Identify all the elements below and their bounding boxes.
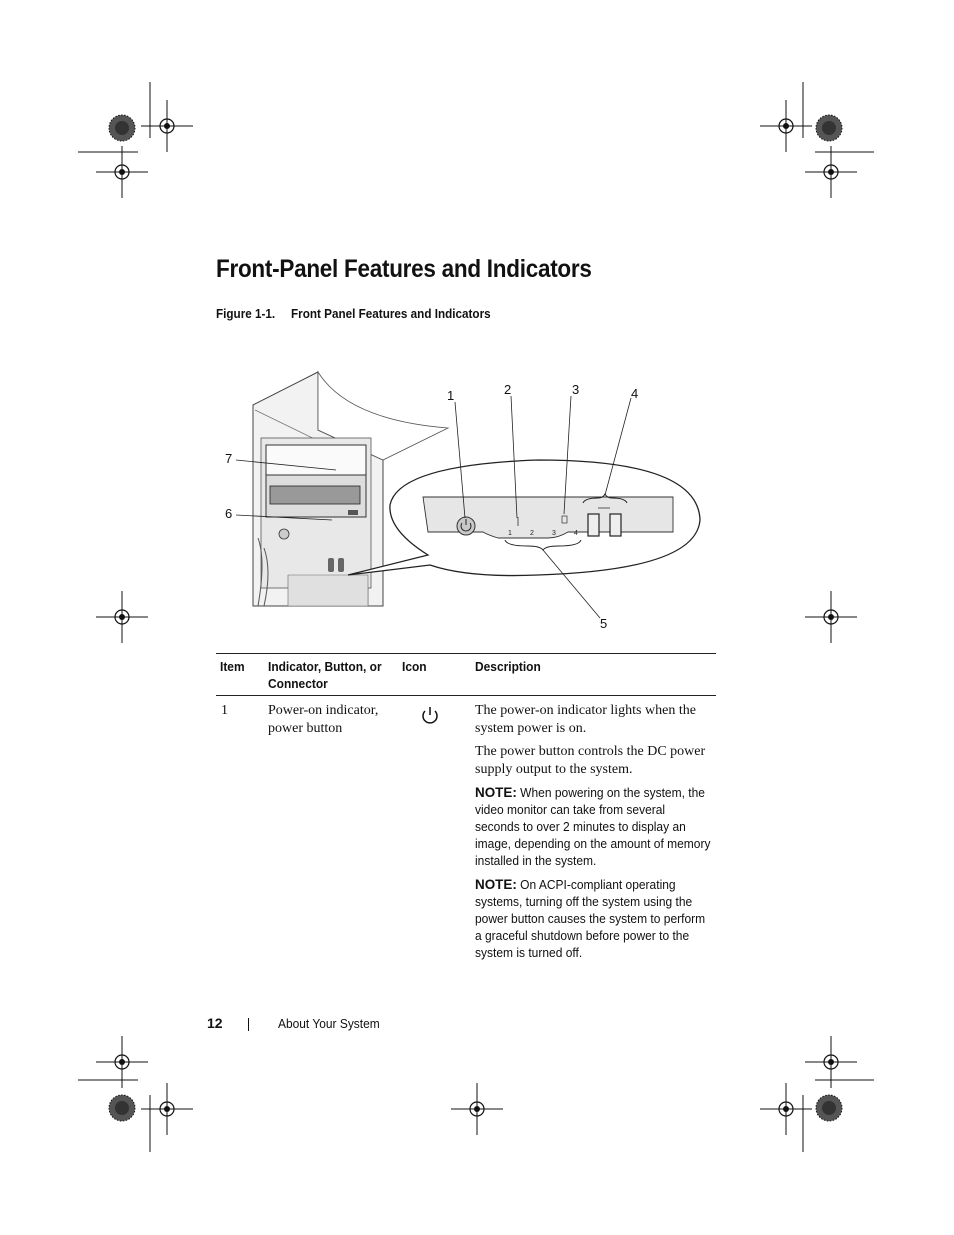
description-paragraph: The power button controls the DC power supply output to the system. <box>475 744 706 777</box>
callout-6: 6 <box>225 506 233 521</box>
panel-led-label-4: 4 <box>574 530 578 537</box>
figure-title: Front Panel Features and Indicators <box>291 306 491 321</box>
figure-caption <box>216 306 491 321</box>
description-paragraph: The power-on indicator lights when the system power is on. <box>475 703 696 736</box>
callout-1: 1 <box>447 388 455 403</box>
row-description <box>475 702 715 968</box>
row-item: 1 <box>221 703 228 718</box>
features-table <box>216 653 716 960</box>
note-label: NOTE: <box>475 784 517 800</box>
power-icon <box>420 706 440 731</box>
note-text: When powering on the system, the video monitor can take from several seconds to over 2 minutes to display an image, depending on the amount of memory installed in the system. <box>475 786 711 868</box>
header-icon: Icon <box>402 659 427 674</box>
callout-5: 5 <box>600 616 608 631</box>
callout-7: 7 <box>225 451 233 466</box>
header-description: Description <box>475 659 541 674</box>
footer-section: About Your System <box>278 1016 380 1031</box>
footer-divider <box>248 1018 249 1031</box>
page-title: Front-Panel Features and Indicators <box>216 255 592 283</box>
header-item: Item <box>220 659 245 674</box>
panel-led-label-1: 1 <box>508 530 512 537</box>
callout-2: 2 <box>504 382 512 397</box>
callout-4: 4 <box>631 386 639 401</box>
header-indicator: Indicator, Button, or Connector <box>268 659 382 691</box>
figure-label: Figure 1-1. <box>216 306 276 321</box>
page-number: 12 <box>207 1015 223 1031</box>
note-text: On ACPI-compliant operating systems, turning off the system using the power button causes the system to perform a graceful shutdown before power to the system is turned off. <box>475 878 706 960</box>
panel-led-label-2: 2 <box>530 530 534 537</box>
row-indicator: Power-on indicator, power button <box>268 703 379 736</box>
callout-3: 3 <box>572 382 580 397</box>
note <box>475 784 713 870</box>
front-panel-figure <box>218 360 718 635</box>
note-label: NOTE: <box>475 876 517 892</box>
front-panel-illustration <box>218 360 718 635</box>
note <box>475 876 713 962</box>
panel-led-label-3: 3 <box>552 530 556 537</box>
table-header <box>216 653 716 696</box>
